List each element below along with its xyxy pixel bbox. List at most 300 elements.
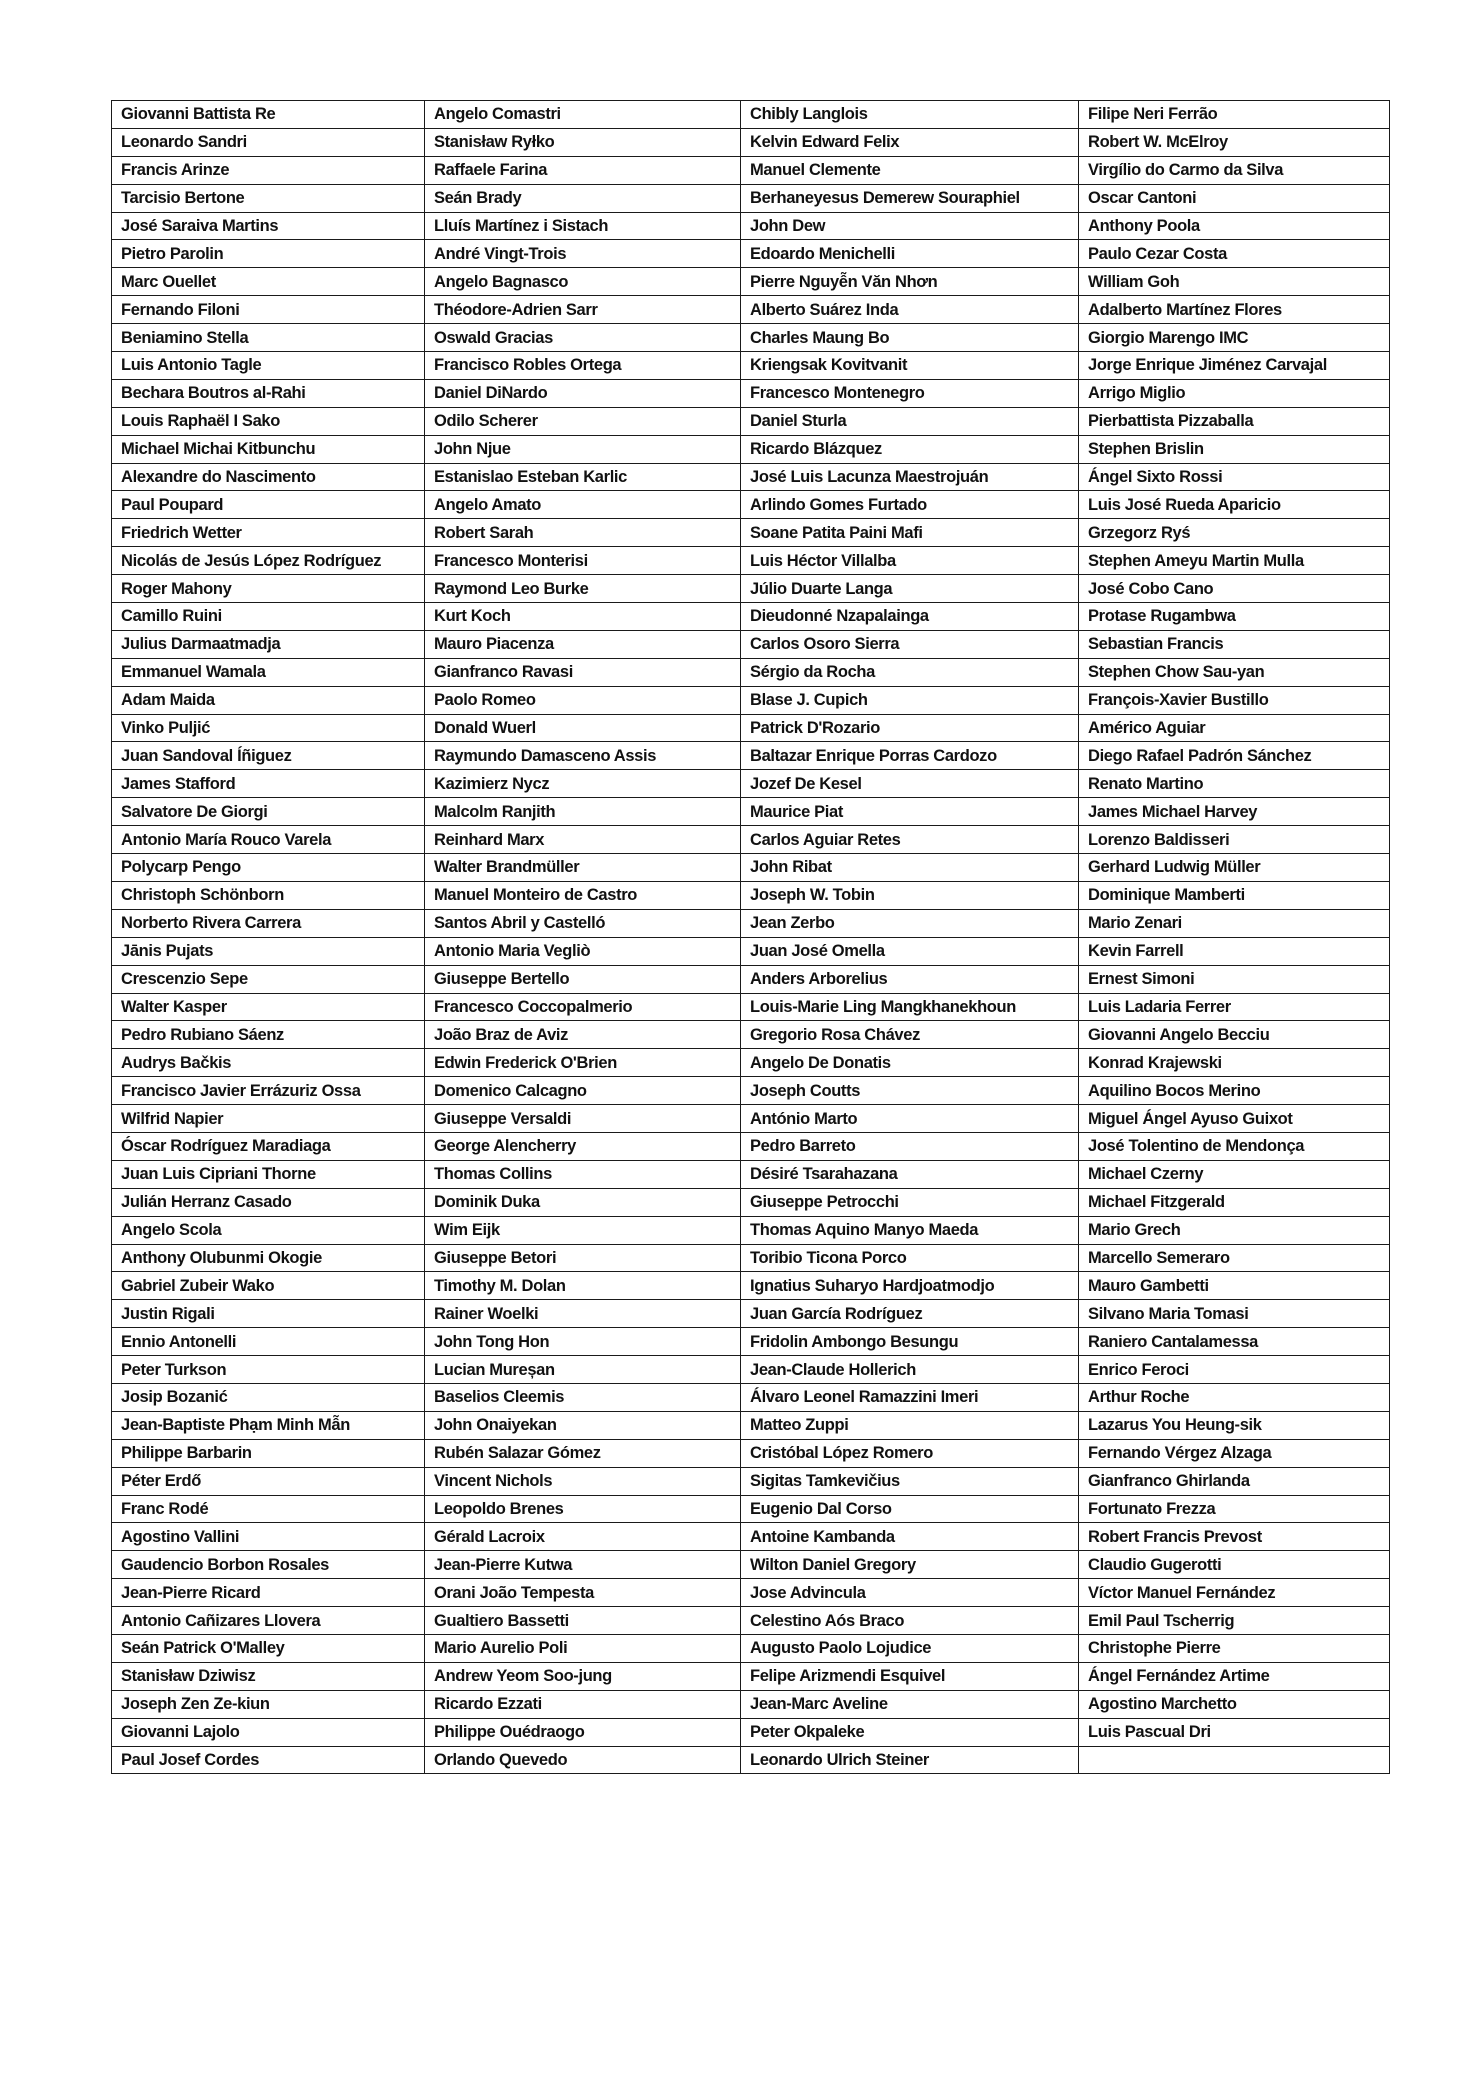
name-cell: Giuseppe Bertello: [425, 965, 741, 993]
table-row: [112, 1495, 1390, 1523]
name-cell: Fernando Vérgez Alzaga: [1079, 1439, 1390, 1467]
table-row: [112, 296, 1390, 324]
table-row: [112, 742, 1390, 770]
name-cell: Francis Arinze: [112, 156, 425, 184]
name-cell: Renato Martino: [1079, 770, 1390, 798]
name-cell: Vincent Nichols: [425, 1467, 741, 1495]
name-cell: José Cobo Cano: [1079, 575, 1390, 603]
table-row: [112, 1216, 1390, 1244]
table-row: [112, 240, 1390, 268]
name-cell: Andrew Yeom Soo-jung: [425, 1662, 741, 1690]
name-cell: Wilfrid Napier: [112, 1105, 425, 1133]
name-cell: Enrico Feroci: [1079, 1356, 1390, 1384]
table-row: [112, 519, 1390, 547]
name-cell: Jean Zerbo: [741, 909, 1079, 937]
name-cell: Christoph Schönborn: [112, 881, 425, 909]
name-cell: José Luis Lacunza Maestrojuán: [741, 463, 1079, 491]
table-row: [112, 435, 1390, 463]
table-row: [112, 1690, 1390, 1718]
name-cell: Francesco Coccopalmerio: [425, 993, 741, 1021]
name-cell: Jean-Pierre Kutwa: [425, 1551, 741, 1579]
name-cell: Juan García Rodríguez: [741, 1300, 1079, 1328]
name-cell: Ennio Antonelli: [112, 1328, 425, 1356]
name-cell: Mario Zenari: [1079, 909, 1390, 937]
name-cell: Wim Eijk: [425, 1216, 741, 1244]
name-cell: Víctor Manuel Fernández: [1079, 1579, 1390, 1607]
name-cell: Giorgio Marengo IMC: [1079, 324, 1390, 352]
table-row: [112, 909, 1390, 937]
table-row: [112, 1607, 1390, 1635]
table-row: [112, 1746, 1390, 1774]
name-cell: Giovanni Angelo Becciu: [1079, 1021, 1390, 1049]
name-cell: Roger Mahony: [112, 575, 425, 603]
name-cell: Francesco Montenegro: [741, 379, 1079, 407]
name-cell: Gaudencio Borbon Rosales: [112, 1551, 425, 1579]
name-cell: Giuseppe Betori: [425, 1244, 741, 1272]
name-cell: Lorenzo Baldisseri: [1079, 826, 1390, 854]
name-cell: Miguel Ángel Ayuso Guixot: [1079, 1105, 1390, 1133]
table-row: [112, 268, 1390, 296]
name-cell: Paolo Romeo: [425, 686, 741, 714]
name-cell: Angelo Scola: [112, 1216, 425, 1244]
name-cell: Arlindo Gomes Furtado: [741, 491, 1079, 519]
name-cell: Antoine Kambanda: [741, 1523, 1079, 1551]
name-cell: Emil Paul Tscherrig: [1079, 1607, 1390, 1635]
name-cell: Raniero Cantalamessa: [1079, 1328, 1390, 1356]
table-row: [112, 1439, 1390, 1467]
name-cell: Gianfranco Ghirlanda: [1079, 1467, 1390, 1495]
name-cell: Anthony Olubunmi Okogie: [112, 1244, 425, 1272]
name-cell: João Braz de Aviz: [425, 1021, 741, 1049]
name-cell: Lluís Martínez i Sistach: [425, 212, 741, 240]
name-cell: Mario Aurelio Poli: [425, 1634, 741, 1662]
name-cell: Giovanni Lajolo: [112, 1718, 425, 1746]
name-cell: Gérald Lacroix: [425, 1523, 741, 1551]
names-table: [111, 100, 1390, 1774]
name-cell: Oswald Gracias: [425, 324, 741, 352]
name-cell: Giuseppe Petrocchi: [741, 1188, 1079, 1216]
table-row: [112, 379, 1390, 407]
table-row: [112, 714, 1390, 742]
table-row: [112, 1049, 1390, 1077]
table-row: [112, 798, 1390, 826]
table-row: [112, 1383, 1390, 1411]
name-cell: Kazimierz Nycz: [425, 770, 741, 798]
table-row: [112, 1300, 1390, 1328]
name-cell: Luis Héctor Villalba: [741, 547, 1079, 575]
name-cell: Reinhard Marx: [425, 826, 741, 854]
name-cell: Fortunato Frezza: [1079, 1495, 1390, 1523]
table-row: [112, 1634, 1390, 1662]
name-cell: Marcello Semeraro: [1079, 1244, 1390, 1272]
name-cell: Jānis Pujats: [112, 937, 425, 965]
name-cell: Ignatius Suharyo Hardjoatmodjo: [741, 1272, 1079, 1300]
table-row: [112, 128, 1390, 156]
name-cell: Adam Maida: [112, 686, 425, 714]
name-cell: Virgílio do Carmo da Silva: [1079, 156, 1390, 184]
table-row: [112, 686, 1390, 714]
name-cell: Péter Erdő: [112, 1467, 425, 1495]
table-row: [112, 1411, 1390, 1439]
name-cell: Gianfranco Ravasi: [425, 658, 741, 686]
table-row: [112, 1132, 1390, 1160]
name-cell: Robert Francis Prevost: [1079, 1523, 1390, 1551]
name-cell: Kevin Farrell: [1079, 937, 1390, 965]
name-cell: Giovanni Battista Re: [112, 101, 425, 129]
name-cell: Sigitas Tamkevičius: [741, 1467, 1079, 1495]
name-cell: Paul Poupard: [112, 491, 425, 519]
name-cell: Joseph Zen Ze-kiun: [112, 1690, 425, 1718]
table-row: [112, 881, 1390, 909]
name-cell: Luis Ladaria Ferrer: [1079, 993, 1390, 1021]
table-row: [112, 1272, 1390, 1300]
name-cell: Augusto Paolo Lojudice: [741, 1634, 1079, 1662]
name-cell: Tarcisio Bertone: [112, 184, 425, 212]
name-cell: Angelo Amato: [425, 491, 741, 519]
name-cell: Thomas Aquino Manyo Maeda: [741, 1216, 1079, 1244]
table-row: [112, 407, 1390, 435]
name-cell: Jean-Marc Aveline: [741, 1690, 1079, 1718]
table-row: [112, 658, 1390, 686]
name-cell: Rainer Woelki: [425, 1300, 741, 1328]
table-row: [112, 1021, 1390, 1049]
table-row: [112, 1328, 1390, 1356]
name-cell: Audrys Bačkis: [112, 1049, 425, 1077]
name-cell: John Dew: [741, 212, 1079, 240]
name-cell: Dominique Mamberti: [1079, 881, 1390, 909]
name-cell: Nicolás de Jesús López Rodríguez: [112, 547, 425, 575]
name-cell: Donald Wuerl: [425, 714, 741, 742]
name-cell: Joseph Coutts: [741, 1077, 1079, 1105]
name-cell: James Stafford: [112, 770, 425, 798]
name-cell: Gabriel Zubeir Wako: [112, 1272, 425, 1300]
name-cell: Celestino Aós Braco: [741, 1607, 1079, 1635]
name-cell: Paul Josef Cordes: [112, 1746, 425, 1774]
name-cell: Ángel Sixto Rossi: [1079, 463, 1390, 491]
name-cell: William Goh: [1079, 268, 1390, 296]
name-cell: Pedro Barreto: [741, 1132, 1079, 1160]
name-cell: Pierre Nguyễn Văn Nhơn: [741, 268, 1079, 296]
name-cell: Stephen Ameyu Martin Mulla: [1079, 547, 1390, 575]
name-cell: Arthur Roche: [1079, 1383, 1390, 1411]
name-cell: Angelo De Donatis: [741, 1049, 1079, 1077]
name-cell: Luis Antonio Tagle: [112, 352, 425, 380]
name-cell: Kelvin Edward Felix: [741, 128, 1079, 156]
name-cell: Oscar Cantoni: [1079, 184, 1390, 212]
name-cell: Angelo Comastri: [425, 101, 741, 129]
name-cell: Luis Pascual Dri: [1079, 1718, 1390, 1746]
table-row: [112, 1579, 1390, 1607]
name-cell: Michael Michai Kitbunchu: [112, 435, 425, 463]
name-cell: Anthony Poola: [1079, 212, 1390, 240]
name-cell: Antonio Maria Vegliò: [425, 937, 741, 965]
name-cell: Carlos Aguiar Retes: [741, 826, 1079, 854]
name-cell: Stephen Brislin: [1079, 435, 1390, 463]
name-cell: Arrigo Miglio: [1079, 379, 1390, 407]
name-cell: Santos Abril y Castelló: [425, 909, 741, 937]
name-cell: Konrad Krajewski: [1079, 1049, 1390, 1077]
name-cell: Leopoldo Brenes: [425, 1495, 741, 1523]
name-cell: Robert Sarah: [425, 519, 741, 547]
name-cell: Manuel Monteiro de Castro: [425, 881, 741, 909]
table-row: [112, 1356, 1390, 1384]
name-cell: Óscar Rodríguez Maradiaga: [112, 1132, 425, 1160]
table-row: [112, 1551, 1390, 1579]
table-row: [112, 993, 1390, 1021]
name-cell: Julius Darmaatmadja: [112, 630, 425, 658]
name-cell: Jozef De Kesel: [741, 770, 1079, 798]
name-cell: Alberto Suárez Inda: [741, 296, 1079, 324]
name-cell: Júlio Duarte Langa: [741, 575, 1079, 603]
name-cell: Claudio Gugerotti: [1079, 1551, 1390, 1579]
name-cell: Domenico Calcagno: [425, 1077, 741, 1105]
name-cell: Charles Maung Bo: [741, 324, 1079, 352]
name-cell: Gualtiero Bassetti: [425, 1607, 741, 1635]
name-cell: Bechara Boutros al-Rahi: [112, 379, 425, 407]
name-cell: Kriengsak Kovitvanit: [741, 352, 1079, 380]
name-cell: Fridolin Ambongo Besungu: [741, 1328, 1079, 1356]
name-cell: Michael Fitzgerald: [1079, 1188, 1390, 1216]
name-cell: Mario Grech: [1079, 1216, 1390, 1244]
name-cell: Jean-Pierre Ricard: [112, 1579, 425, 1607]
name-cell: Jean-Claude Hollerich: [741, 1356, 1079, 1384]
name-cell: Joseph W. Tobin: [741, 881, 1079, 909]
name-cell: Peter Turkson: [112, 1356, 425, 1384]
name-cell: Edoardo Menichelli: [741, 240, 1079, 268]
name-cell: John Ribat: [741, 854, 1079, 882]
names-table-body: [112, 101, 1390, 1774]
name-cell: Mauro Gambetti: [1079, 1272, 1390, 1300]
name-cell: Baltazar Enrique Porras Cardozo: [741, 742, 1079, 770]
name-cell: Daniel DiNardo: [425, 379, 741, 407]
table-row: [112, 965, 1390, 993]
name-cell: Julián Herranz Casado: [112, 1188, 425, 1216]
table-row: [112, 491, 1390, 519]
name-cell: Paulo Cezar Costa: [1079, 240, 1390, 268]
name-cell: Franc Rodé: [112, 1495, 425, 1523]
name-cell: Angelo Bagnasco: [425, 268, 741, 296]
name-cell: George Alencherry: [425, 1132, 741, 1160]
name-cell: André Vingt-Trois: [425, 240, 741, 268]
table-row: [112, 1718, 1390, 1746]
name-cell: José Saraiva Martins: [112, 212, 425, 240]
name-cell: Manuel Clemente: [741, 156, 1079, 184]
name-cell: Antonio Cañizares Llovera: [112, 1607, 425, 1635]
name-cell: Jean-Baptiste Phạm Minh Mẫn: [112, 1411, 425, 1439]
name-cell: Ricardo Blázquez: [741, 435, 1079, 463]
empty-cell: [1079, 1746, 1390, 1774]
name-cell: Silvano Maria Tomasi: [1079, 1300, 1390, 1328]
table-row: [112, 1467, 1390, 1495]
name-cell: Wilton Daniel Gregory: [741, 1551, 1079, 1579]
name-cell: Malcolm Ranjith: [425, 798, 741, 826]
name-cell: Juan Luis Cipriani Thorne: [112, 1160, 425, 1188]
name-cell: Cristóbal López Romero: [741, 1439, 1079, 1467]
name-cell: Gregorio Rosa Chávez: [741, 1021, 1079, 1049]
name-cell: Kurt Koch: [425, 603, 741, 631]
name-cell: Rubén Salazar Gómez: [425, 1439, 741, 1467]
name-cell: Stanisław Dziwisz: [112, 1662, 425, 1690]
name-cell: Pedro Rubiano Sáenz: [112, 1021, 425, 1049]
name-cell: Grzegorz Ryś: [1079, 519, 1390, 547]
name-cell: Orani João Tempesta: [425, 1579, 741, 1607]
name-cell: Lazarus You Heung-sik: [1079, 1411, 1390, 1439]
table-row: [112, 1160, 1390, 1188]
table-row: [112, 630, 1390, 658]
name-cell: Leonardo Sandri: [112, 128, 425, 156]
name-cell: Josip Bozanić: [112, 1383, 425, 1411]
name-cell: Agostino Marchetto: [1079, 1690, 1390, 1718]
name-cell: Ángel Fernández Artime: [1079, 1662, 1390, 1690]
name-cell: Agostino Vallini: [112, 1523, 425, 1551]
name-cell: Maurice Piat: [741, 798, 1079, 826]
table-row: [112, 603, 1390, 631]
table-row: [112, 101, 1390, 129]
name-cell: Ricardo Ezzati: [425, 1690, 741, 1718]
name-cell: Juan Sandoval Íñiguez: [112, 742, 425, 770]
name-cell: Peter Okpaleke: [741, 1718, 1079, 1746]
name-cell: Aquilino Bocos Merino: [1079, 1077, 1390, 1105]
name-cell: Luis José Rueda Aparicio: [1079, 491, 1390, 519]
name-cell: Walter Kasper: [112, 993, 425, 1021]
name-cell: Justin Rigali: [112, 1300, 425, 1328]
name-cell: Raymundo Damasceno Assis: [425, 742, 741, 770]
table-row: [112, 547, 1390, 575]
name-cell: Ernest Simoni: [1079, 965, 1390, 993]
name-cell: Giuseppe Versaldi: [425, 1105, 741, 1133]
name-cell: Américo Aguiar: [1079, 714, 1390, 742]
table-row: [112, 352, 1390, 380]
name-cell: John Njue: [425, 435, 741, 463]
name-cell: Álvaro Leonel Ramazzini Imeri: [741, 1383, 1079, 1411]
name-cell: Théodore-Adrien Sarr: [425, 296, 741, 324]
table-row: [112, 1523, 1390, 1551]
table-row: [112, 937, 1390, 965]
name-cell: Philippe Ouédraogo: [425, 1718, 741, 1746]
name-cell: Berhaneyesus Demerew Souraphiel: [741, 184, 1079, 212]
name-cell: Soane Patita Paini Mafi: [741, 519, 1079, 547]
name-cell: Filipe Neri Ferrão: [1079, 101, 1390, 129]
name-cell: Raymond Leo Burke: [425, 575, 741, 603]
name-cell: Gerhard Ludwig Müller: [1079, 854, 1390, 882]
table-row: [112, 463, 1390, 491]
name-cell: Odilo Scherer: [425, 407, 741, 435]
name-cell: Eugenio Dal Corso: [741, 1495, 1079, 1523]
name-cell: Raffaele Farina: [425, 156, 741, 184]
name-cell: Seán Patrick O'Malley: [112, 1634, 425, 1662]
name-cell: Dieudonné Nzapalainga: [741, 603, 1079, 631]
name-cell: Thomas Collins: [425, 1160, 741, 1188]
name-cell: Patrick D'Rozario: [741, 714, 1079, 742]
table-row: [112, 212, 1390, 240]
name-cell: Daniel Sturla: [741, 407, 1079, 435]
name-cell: Salvatore De Giorgi: [112, 798, 425, 826]
name-cell: Francisco Robles Ortega: [425, 352, 741, 380]
name-cell: Fernando Filoni: [112, 296, 425, 324]
name-cell: Alexandre do Nascimento: [112, 463, 425, 491]
name-cell: Seán Brady: [425, 184, 741, 212]
name-cell: Dominik Duka: [425, 1188, 741, 1216]
name-cell: Sebastian Francis: [1079, 630, 1390, 658]
name-cell: Marc Ouellet: [112, 268, 425, 296]
name-cell: Adalberto Martínez Flores: [1079, 296, 1390, 324]
table-row: [112, 184, 1390, 212]
name-cell: Matteo Zuppi: [741, 1411, 1079, 1439]
name-cell: Estanislao Esteban Karlic: [425, 463, 741, 491]
name-cell: Diego Rafael Padrón Sánchez: [1079, 742, 1390, 770]
name-cell: Walter Brandmüller: [425, 854, 741, 882]
name-cell: Francisco Javier Errázuriz Ossa: [112, 1077, 425, 1105]
name-cell: James Michael Harvey: [1079, 798, 1390, 826]
table-row: [112, 1105, 1390, 1133]
table-row: [112, 1244, 1390, 1272]
table-row: [112, 1662, 1390, 1690]
name-cell: Mauro Piacenza: [425, 630, 741, 658]
name-cell: Norberto Rivera Carrera: [112, 909, 425, 937]
name-cell: Emmanuel Wamala: [112, 658, 425, 686]
name-cell: Chibly Langlois: [741, 101, 1079, 129]
name-cell: Philippe Barbarin: [112, 1439, 425, 1467]
name-cell: Louis Raphaël I Sako: [112, 407, 425, 435]
name-cell: Blase J. Cupich: [741, 686, 1079, 714]
name-cell: Stanisław Ryłko: [425, 128, 741, 156]
name-cell: Camillo Ruini: [112, 603, 425, 631]
table-row: [112, 770, 1390, 798]
name-cell: José Tolentino de Mendonça: [1079, 1132, 1390, 1160]
name-cell: Pierbattista Pizzaballa: [1079, 407, 1390, 435]
table-row: [112, 1188, 1390, 1216]
name-cell: Stephen Chow Sau-yan: [1079, 658, 1390, 686]
table-row: [112, 1077, 1390, 1105]
name-cell: John Onaiyekan: [425, 1411, 741, 1439]
name-cell: Baselios Cleemis: [425, 1383, 741, 1411]
name-cell: Protase Rugambwa: [1079, 603, 1390, 631]
table-row: [112, 575, 1390, 603]
name-cell: Timothy M. Dolan: [425, 1272, 741, 1300]
name-cell: John Tong Hon: [425, 1328, 741, 1356]
name-cell: Christophe Pierre: [1079, 1634, 1390, 1662]
name-cell: Orlando Quevedo: [425, 1746, 741, 1774]
name-cell: Robert W. McElroy: [1079, 128, 1390, 156]
table-row: [112, 826, 1390, 854]
name-cell: Michael Czerny: [1079, 1160, 1390, 1188]
name-cell: Juan José Omella: [741, 937, 1079, 965]
name-cell: Edwin Frederick O'Brien: [425, 1049, 741, 1077]
name-cell: Francesco Monterisi: [425, 547, 741, 575]
name-cell: Carlos Osoro Sierra: [741, 630, 1079, 658]
name-cell: Louis-Marie Ling Mangkhanekhoun: [741, 993, 1079, 1021]
name-cell: Friedrich Wetter: [112, 519, 425, 547]
table-row: [112, 156, 1390, 184]
name-cell: Anders Arborelius: [741, 965, 1079, 993]
table-row: [112, 324, 1390, 352]
name-cell: Polycarp Pengo: [112, 854, 425, 882]
name-cell: Jose Advincula: [741, 1579, 1079, 1607]
name-cell: François-Xavier Bustillo: [1079, 686, 1390, 714]
name-cell: Crescenzio Sepe: [112, 965, 425, 993]
name-cell: Pietro Parolin: [112, 240, 425, 268]
name-cell: António Marto: [741, 1105, 1079, 1133]
name-cell: Leonardo Ulrich Steiner: [741, 1746, 1079, 1774]
name-cell: Jorge Enrique Jiménez Carvajal: [1079, 352, 1390, 380]
name-cell: Felipe Arizmendi Esquivel: [741, 1662, 1079, 1690]
table-row: [112, 854, 1390, 882]
name-cell: Antonio María Rouco Varela: [112, 826, 425, 854]
name-cell: Désiré Tsarahazana: [741, 1160, 1079, 1188]
name-cell: Toribio Ticona Porco: [741, 1244, 1079, 1272]
name-cell: Lucian Mureșan: [425, 1356, 741, 1384]
name-cell: Sérgio da Rocha: [741, 658, 1079, 686]
